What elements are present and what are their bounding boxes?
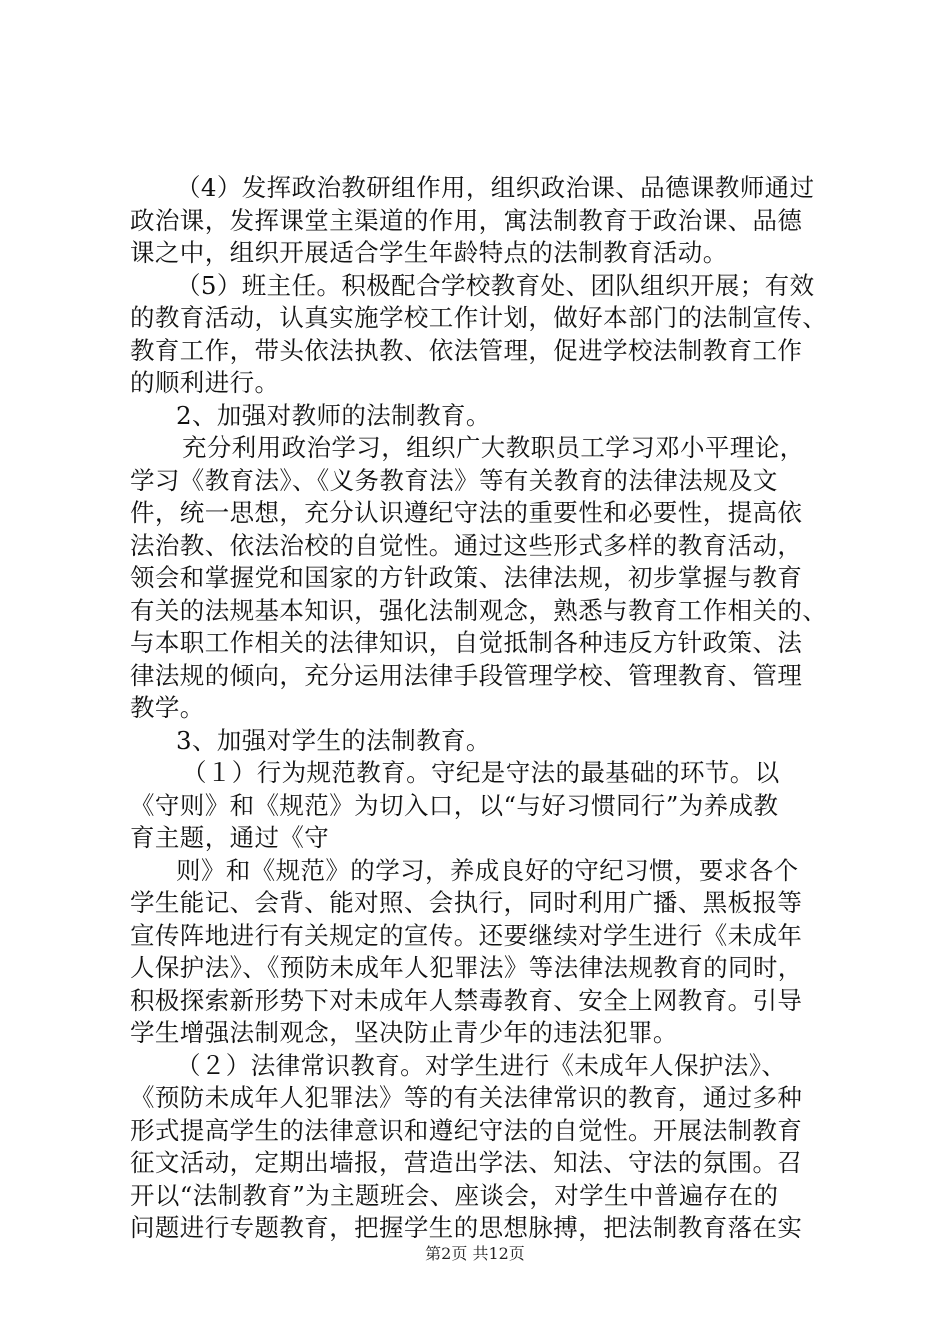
text-line: （２）法律常识教育。对学生进行《未成年人保护法》、 — [176, 1050, 787, 1080]
text-line: （１）行为规范教育。守纪是守法的最基础的环节。以 — [182, 758, 780, 787]
text-line: 2、加强对教师的法制教育。 — [176, 400, 491, 430]
text-line: 开以“法制教育”为主题班会、座谈会，对学生中普遍存在的 — [130, 1180, 779, 1210]
text-line: 宣传阵地进行有关规定的宣传。还要继续对学生进行《未成年 — [130, 920, 803, 950]
text-line: 征文活动，定期出墙报，营造出学法、知法、守法的氛围。召 — [130, 1148, 803, 1177]
text-line: 则》和《规范》的学习，养成良好的守纪习惯，要求各个 — [176, 855, 799, 885]
text-line: 的顺利进行。 — [130, 368, 280, 397]
text-line: 律法规的倾向，充分运用法律手段管理学校、管理教育、管理 — [130, 660, 803, 690]
page-footer: 第2页 共12页 — [425, 1244, 525, 1263]
text-line: 3、加强对学生的法制教育。 — [176, 725, 491, 755]
text-line: 《守则》和《规范》为切入口，以“与好习惯同行”为养成教 — [130, 790, 779, 820]
text-line: 学生增强法制观念，坚决防止青少年的违法犯罪。 — [130, 1018, 678, 1047]
text-line: 学习《教育法》、《义务教育法》等有关教育的法律法规及文 — [130, 465, 778, 495]
text-line: （5）班主任。积极配合学校教育处、团队组织开展；有效 — [176, 270, 815, 300]
text-line: 的教育活动，认真实施学校工作计划，做好本部门的法制宣传、 — [130, 303, 828, 332]
text-line: 法治教、依法治校的自觉性。通过这些形式多样的教育活动， — [130, 530, 803, 560]
body-text — [130, 172, 830, 1245]
text-line: 教学。 — [130, 693, 205, 722]
text-line: 问题进行专题教育，把握学生的思想脉搏，把法制教育落在实 — [130, 1213, 803, 1242]
text-line: 形式提高学生的法律意识和遵纪守法的自觉性。开展法制教育 — [130, 1115, 803, 1145]
text-line: 课之中，组织开展适合学生年龄特点的法制教育活动。 — [130, 238, 728, 267]
text-line: 领会和掌握党和国家的方针政策、法律法规，初步掌握与教育 — [130, 563, 803, 592]
text-line: （4）发挥政治教研组作用，组织政治课、品德课教师通过 — [176, 173, 815, 202]
text-line: 与本职工作相关的法律知识，自觉抵制各种违反方针政策、法 — [130, 628, 803, 657]
text-line: 学生能记、会背、能对照、会执行，同时利用广播、黑板报等 — [130, 888, 803, 917]
text-line: 有关的法规基本知识，强化法制观念，熟悉与教育工作相关的、 — [130, 595, 828, 625]
text-line: 积极探索新形势下对未成年人禁毒教育、安全上网教育。引导 — [130, 985, 803, 1015]
text-line: 充分利用政治学习，组织广大教职员工学习邓小平理论， — [182, 433, 805, 462]
text-line: 件，统一思想，充分认识遵纪守法的重要性和必要性，提高依 — [130, 498, 803, 527]
text-line: 《预防未成年人犯罪法》等的有关法律常识的教育，通过多种 — [130, 1083, 803, 1112]
text-line: 人保护法》、《预防未成年人犯罪法》等法律法规教育的同时， — [130, 953, 803, 982]
text-line: 育主题，通过《守 — [130, 823, 330, 852]
text-line: 政治课，发挥课堂主渠道的作用，寓法制教育于政治课、品德 — [130, 205, 803, 235]
text-line: 教育工作，带头依法执教、依法管理，促进学校法制教育工作 — [130, 335, 803, 365]
